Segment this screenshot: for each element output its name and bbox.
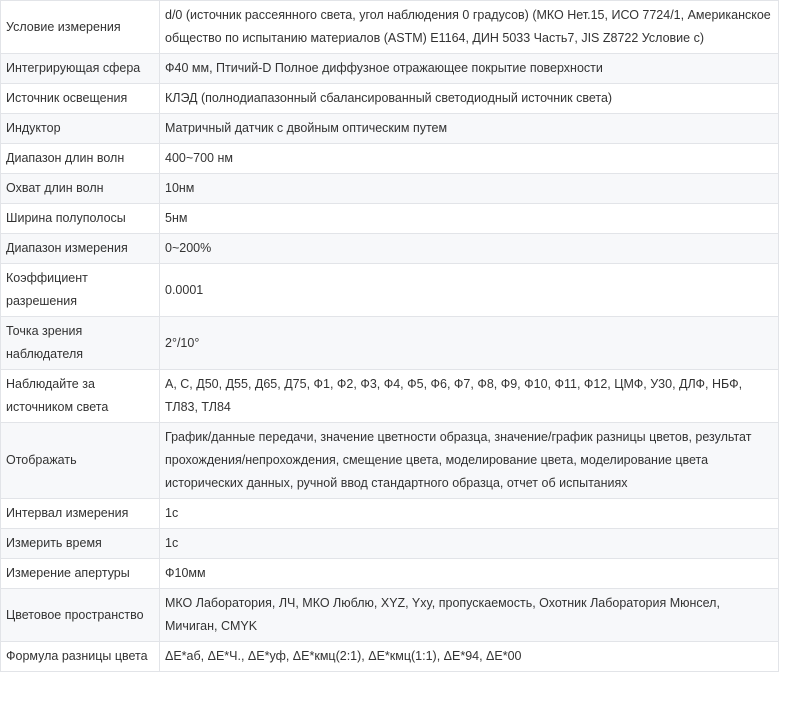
row-value: A, C, Д50, Д55, Д65, Д75, Ф1, Ф2, Ф3, Ф4, Ф5, Ф6, Ф7, Ф8, Ф9, Ф10, Ф11, Ф12, ЦМФ, У30, ДЛФ, НБФ, ТЛ83, ТЛ84 [160, 370, 779, 423]
table-row [1, 264, 779, 317]
row-label: Измерить время [1, 529, 160, 559]
row-label: Источник освещения [1, 84, 160, 114]
row-value: График/данные передачи, значение цветности образца, значение/график разницы цветов, результат прохождения/непрохождения, смещение цвета, моделирование цвета, моделирование цвета исторических данных, ручной ввод стандартного образца, отчет об испытаниях [160, 423, 779, 499]
table-row [1, 114, 779, 144]
row-label: Точка зрения наблюдателя [1, 317, 160, 370]
row-label: Коэффициент разрешения [1, 264, 160, 317]
row-label: Охват длин волн [1, 174, 160, 204]
row-value: 1с [160, 529, 779, 559]
row-label: Индуктор [1, 114, 160, 144]
row-label: Формула разницы цвета [1, 642, 160, 672]
row-value: 400~700 нм [160, 144, 779, 174]
row-value: 10нм [160, 174, 779, 204]
table-row [1, 529, 779, 559]
row-value: 0.0001 [160, 264, 779, 317]
row-value: ΔE*аб, ΔE*Ч., ΔE*уф, ΔE*кмц(2:1), ΔE*кмц(1:1), ΔE*94, ΔE*00 [160, 642, 779, 672]
table-row [1, 370, 779, 423]
row-label: Диапазон длин волн [1, 144, 160, 174]
table-row [1, 234, 779, 264]
row-value: 5нм [160, 204, 779, 234]
row-value: КЛЭД (полнодиапазонный сбалансированный светодиодный источник света) [160, 84, 779, 114]
table-row [1, 174, 779, 204]
row-value: d/0 (источник рассеянного света, угол наблюдения 0 градусов) (МКО Нет.15, ИСО 7724/1, Американское общество по испытанию материалов (ASTM) E1164, ДИН 5033 Часть7, JIS Z8722 Условие c) [160, 1, 779, 54]
table-row [1, 317, 779, 370]
table-row [1, 559, 779, 589]
table-row [1, 1, 779, 54]
row-label: Наблюдайте за источником света [1, 370, 160, 423]
table-row [1, 642, 779, 672]
row-label: Диапазон измерения [1, 234, 160, 264]
row-label: Цветовое пространство [1, 589, 160, 642]
row-value: Матричный датчик с двойным оптическим путем [160, 114, 779, 144]
table-row [1, 204, 779, 234]
row-label: Интегрирующая сфера [1, 54, 160, 84]
row-value: Ф10мм [160, 559, 779, 589]
row-label: Условие измерения [1, 1, 160, 54]
row-label: Измерение апертуры [1, 559, 160, 589]
row-value: МКО Лаборатория, ЛЧ, МКО Люблю, XYZ, Yxy, пропускаемость, Охотник Лаборатория Мюнсел, Мичиган, CMYK [160, 589, 779, 642]
table-row [1, 144, 779, 174]
table-row [1, 499, 779, 529]
row-label: Отображать [1, 423, 160, 499]
table-row [1, 54, 779, 84]
row-value: 1с [160, 499, 779, 529]
row-label: Интервал измерения [1, 499, 160, 529]
row-value: 0~200% [160, 234, 779, 264]
table-row [1, 589, 779, 642]
row-label: Ширина полуполосы [1, 204, 160, 234]
table-row [1, 423, 779, 499]
row-value: Ф40 мм, Птичий-D Полное диффузное отражающее покрытие поверхности [160, 54, 779, 84]
table-row [1, 84, 779, 114]
row-value: 2°/10° [160, 317, 779, 370]
